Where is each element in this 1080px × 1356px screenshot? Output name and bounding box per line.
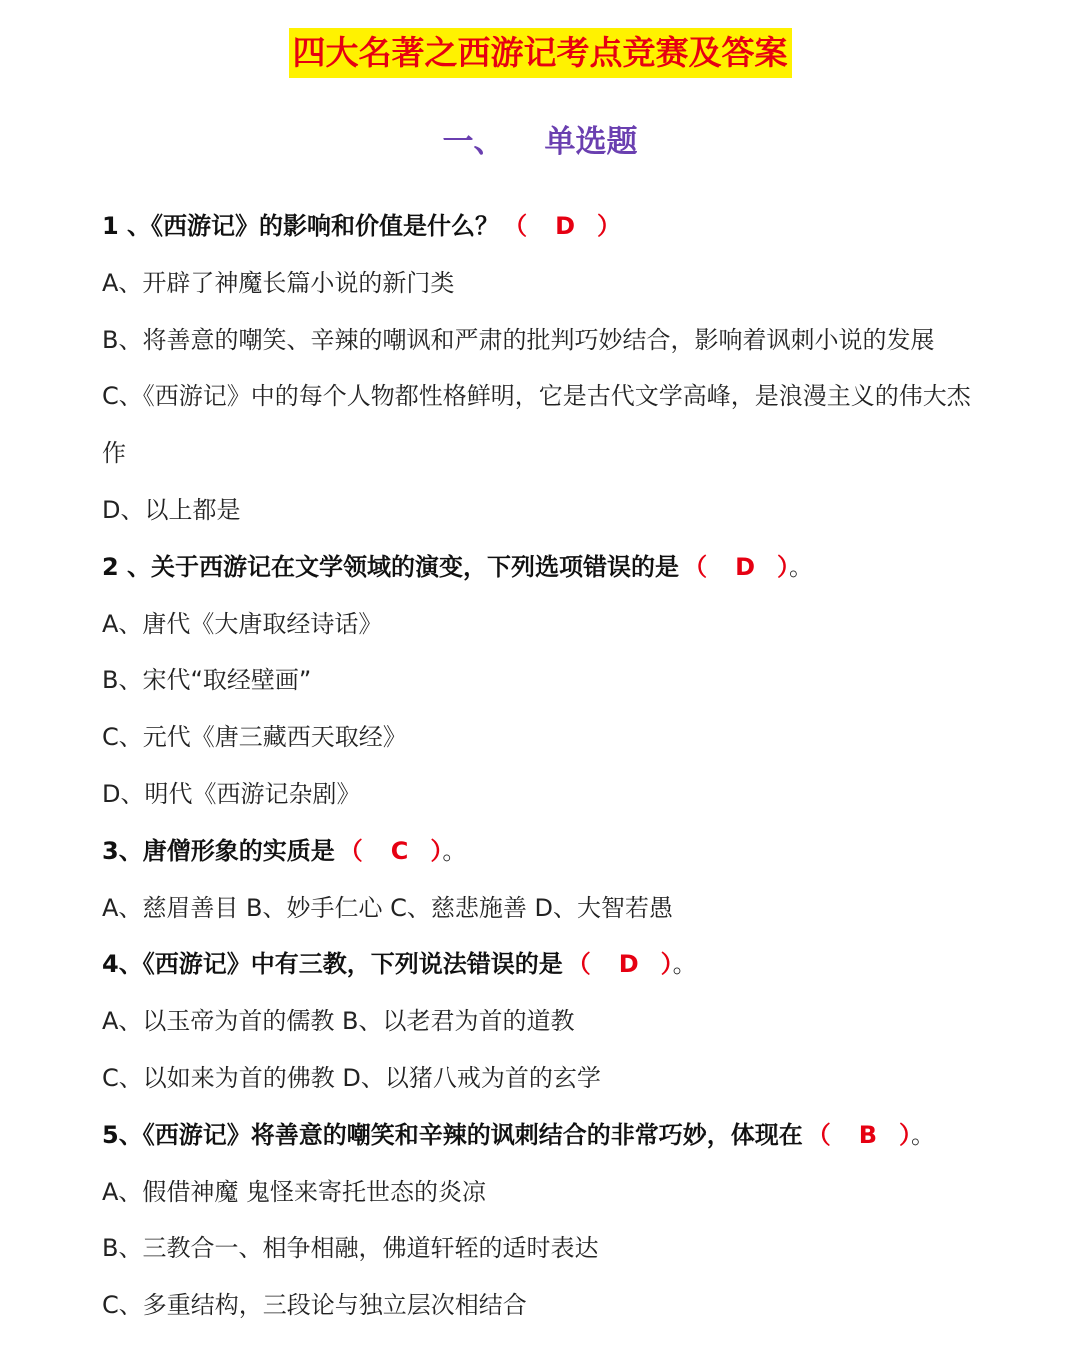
question-list: [102, 198, 992, 1334]
option: D、明代《西游记杂剧》: [102, 779, 361, 808]
option: C、元代《唐三藏西天取经》: [102, 723, 407, 752]
option: A、慈眉善目 B、妙手仁心 C、慈悲施善 D、大智若愚: [102, 893, 674, 922]
question-suffix: 。: [442, 836, 467, 865]
answer-mark: （ D ）: [683, 552, 789, 581]
option: C、《西游记》中的每个人物都性格鲜明，它是古代文学高峰，是浪漫主义的伟大杰作: [102, 382, 971, 468]
question-stem: 1 、《西游记》的影响和价值是什么？: [102, 212, 500, 240]
question-4: [102, 936, 992, 993]
answer-letter: D: [618, 950, 639, 979]
question-suffix: 。: [788, 552, 813, 581]
answer-mark: （ D ）: [503, 212, 621, 240]
answer-mark: （ B ）: [806, 1120, 911, 1149]
question-3: [102, 823, 992, 880]
option: A、以玉帝为首的儒教 B、以老君为首的道教: [102, 1007, 575, 1036]
answer-letter: C: [390, 836, 409, 865]
option: C、多重结构，三段论与独立层次相结合: [102, 1291, 527, 1320]
page-title: 四大名著之西游记考点竞赛及答案: [289, 28, 792, 78]
question-2: [102, 539, 992, 596]
option: B、三教合一、相争相融，佛道轩轾的适时表达: [102, 1234, 599, 1263]
section-number: 一、: [442, 124, 505, 160]
option: A、唐代《大唐取经诗话》: [102, 609, 383, 638]
option: A、开辟了神魔长篇小说的新门类: [102, 268, 455, 297]
answer-letter: D: [555, 212, 575, 240]
question-stem: 2 、关于西游记在文学领域的演变，下列选项错误的是: [102, 552, 680, 581]
title-area: [0, 28, 1080, 78]
option: C、以如来为首的佛教 D、以猪八戒为首的玄学: [102, 1063, 601, 1092]
section-label: 单选题: [544, 124, 638, 160]
answer-letter: B: [858, 1120, 877, 1149]
answer-letter: D: [735, 552, 755, 581]
answer-mark: （ D ）: [566, 950, 673, 979]
question-suffix: 。: [672, 950, 697, 979]
answer-mark: （ C ）: [338, 836, 443, 865]
question-stem: 4、《西游记》中有三教，下列说法错误的是: [102, 950, 563, 979]
option: B、宋代“取经壁画”: [102, 666, 312, 695]
option: A、假借神魔 鬼怪来寄托世态的炎凉: [102, 1177, 487, 1206]
question-1: [102, 198, 992, 255]
question-stem: 5、《西游记》将善意的嘲笑和辛辣的讽刺结合的非常巧妙，体现在: [102, 1120, 803, 1149]
option: B、将善意的嘲笑、辛辣的嘲讽和严肃的批判巧妙结合，影响着讽刺小说的发展: [102, 325, 935, 354]
question-5: [102, 1107, 992, 1164]
option: D、以上都是: [102, 495, 241, 524]
question-suffix: 。: [911, 1120, 935, 1149]
section-heading: [0, 118, 1080, 166]
question-stem: 3、唐僧形象的实质是: [102, 836, 335, 865]
